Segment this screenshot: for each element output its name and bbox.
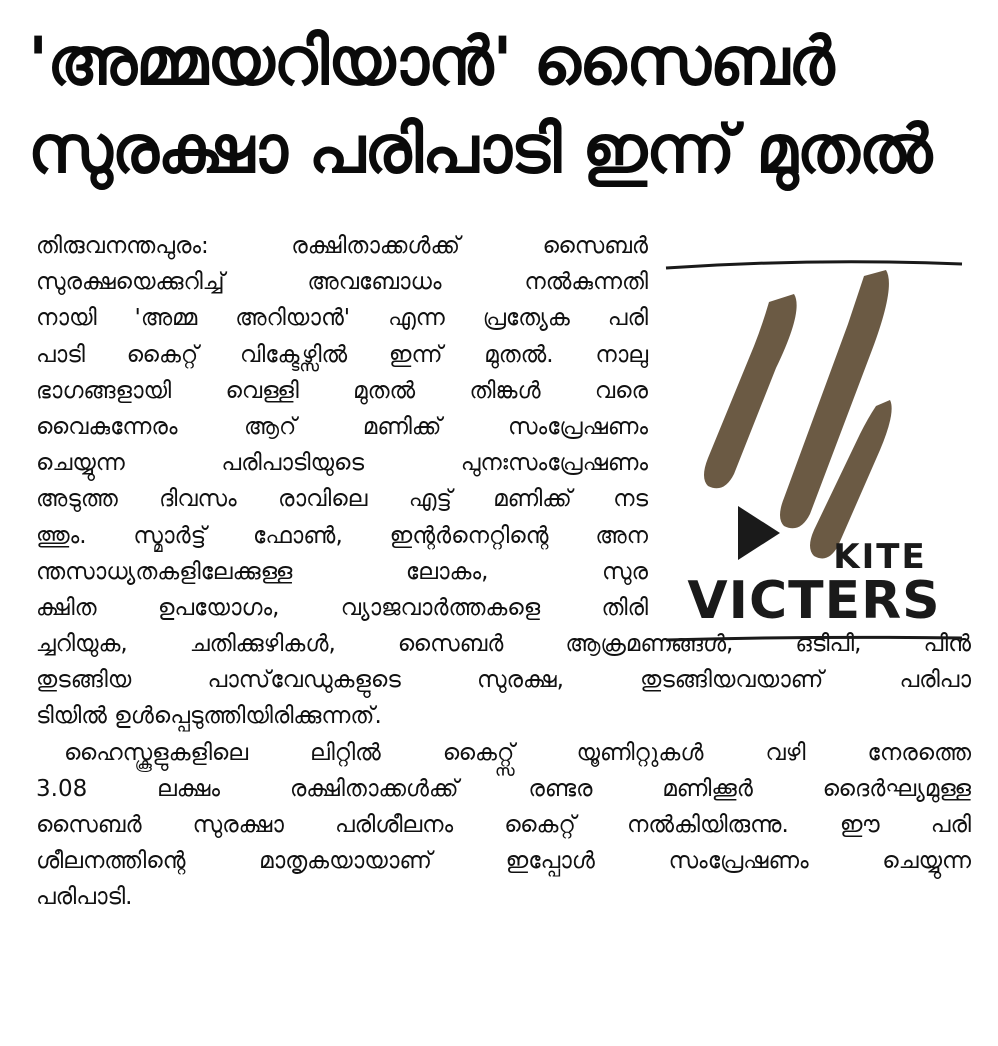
article-line: സുരക്ഷയെക്കുറിച്ച് അവബോധം നൽകുന്നതി: [36, 269, 648, 296]
article-line: തിരുവനന്തപുരം: രക്ഷിതാക്കൾക്ക് സൈബർ: [36, 233, 648, 259]
logo-stroke-left: [704, 294, 797, 488]
article-line: സൈബർ സുരക്ഷാ പരിശീലനം കൈറ്റ് നൽകിയിരുന്നു. ഈ പരി: [36, 812, 971, 838]
headline: [28, 18, 978, 194]
article-line: നായി 'അമ്മ അറിയാൻ' എന്ന പ്രത്യേക പരി: [36, 305, 648, 332]
article-line: ഭാഗങ്ങളായി വെള്ളി മുതൽ തിങ്കൾ വരെ: [36, 377, 648, 404]
article-line: ശീലനത്തിന്റെ മാതൃകയായാണ് ഇപ്പോൾ സംപ്രേഷണം ചെയ്യുന്ന: [36, 848, 971, 875]
logo-top-rule: [666, 262, 962, 268]
article-line: ന്തസാധ്യതകളിലേക്കുള്ള ലോകം, സുര: [36, 558, 648, 585]
article-line: ക്ഷിത ഉപയോഗം, വ്യാജവാർത്തകളെ തിരി: [36, 594, 648, 621]
article-line: ച്ചറിയുക, ചതിക്കുഴികൾ, സൈബർ ആക്രമണങ്ങൾ, ഒടിപി, പിൻ: [36, 631, 971, 658]
logo-bottom-rule: [666, 637, 962, 640]
logo-word-kite: KITE: [833, 537, 927, 577]
article-line: ത്തും. സ്മാർട്ട് ഫോൺ, ഇന്റർനെറ്റിന്റെ അന: [36, 522, 648, 549]
article-line: വൈകുന്നേരം ആറ് മണിക്ക് സംപ്രേഷണം: [36, 413, 648, 440]
logo-word-victers: VICTERS: [687, 571, 941, 631]
article-line: തുടങ്ങിയ പാസ്‌വേഡുകളുടെ സുരക്ഷ, തുടങ്ങിയവയാണ് പരിപാ: [36, 667, 971, 694]
article-line: പരിപാടി.: [36, 884, 133, 911]
article-line: പാടി കൈറ്റ് വിക്ടേഴ്സിൽ ഇന്ന് മുതൽ. നാലു: [36, 341, 648, 368]
play-triangle-icon: [738, 506, 780, 560]
headline-line-2: സുരക്ഷാ പരിപാടി ഇന്ന് മുതൽ: [28, 111, 932, 188]
article-line: ചെയ്യുന്ന പരിപാടിയുടെ പുനഃസംപ്രേഷണം: [36, 450, 648, 477]
article-line: ഹൈസ്കൂളുകളിലെ ലിറ്റിൽ കൈറ്റ്സ് യൂണിറ്റുകൾ വഴി നേരത്തെ: [64, 739, 971, 766]
kite-victers-logo: [664, 250, 964, 646]
headline-line-1: 'അമ്മയറിയാൻ' സൈബർ: [28, 23, 834, 100]
article-line: അടുത്ത ദിവസം രാവിലെ എട്ട് മണിക്ക് നട: [36, 486, 648, 513]
kite-victers-logo-graphic: [664, 250, 964, 646]
article-line: 3.08 ലക്ഷം രക്ഷിതാക്കൾക്ക് രണ്ടര മണിക്കൂർ ദൈർഘ്യമുള്ള: [36, 775, 971, 802]
article-line: ടിയിൽ ഉൾപ്പെടുത്തിയിരിക്കുന്നത്.: [36, 703, 382, 730]
